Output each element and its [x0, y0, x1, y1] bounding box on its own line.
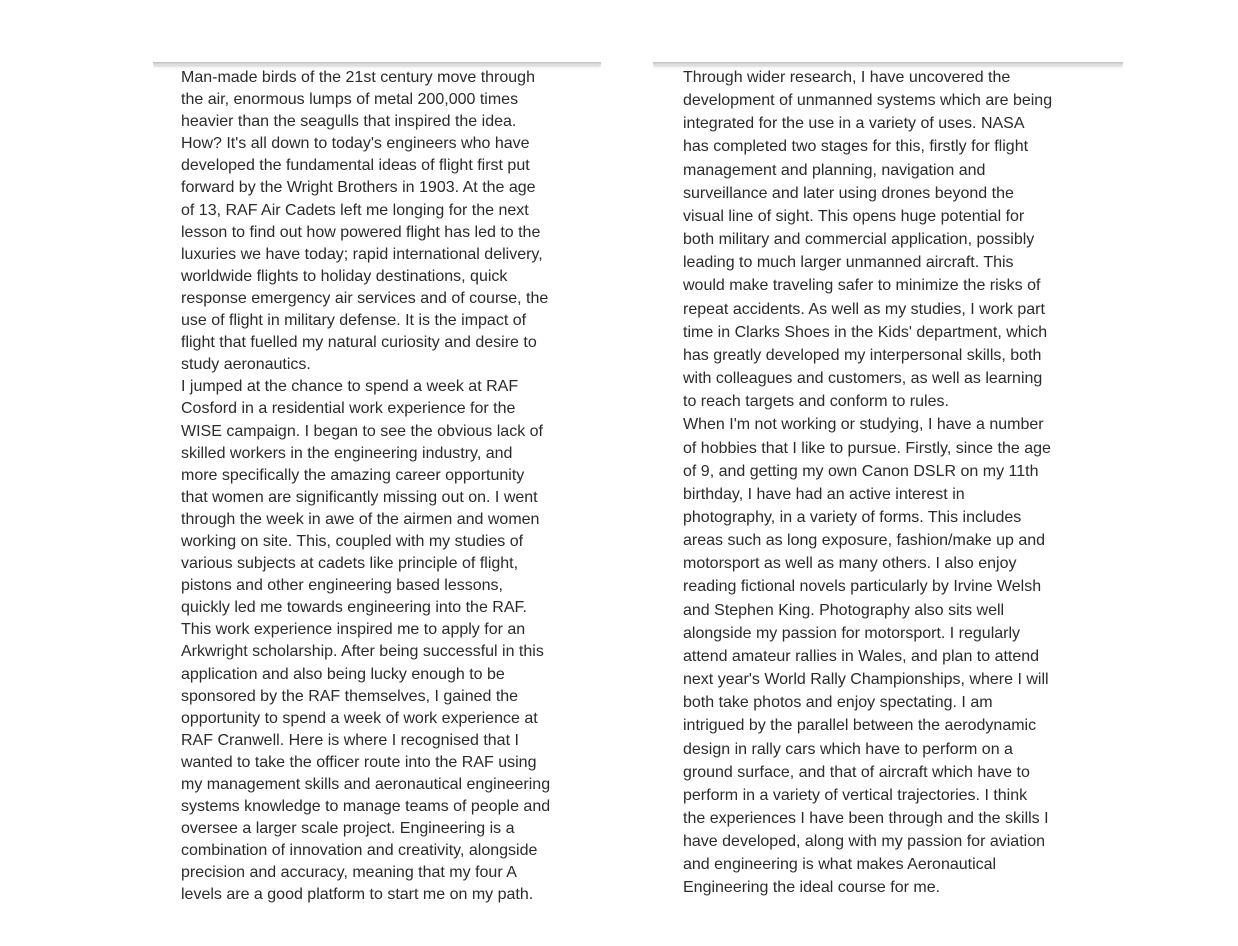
right-text-line: management and planning, navigation and	[683, 161, 986, 179]
right-text-line: leading to much larger unmanned aircraft. This	[683, 254, 1014, 272]
left-text-line: opportunity to spend a week of work experience at	[181, 709, 538, 727]
right-text-line: photography, in a variety of forms. This includes	[683, 508, 1022, 526]
right-text-line: design in rally cars which have to perform on a	[683, 740, 1013, 758]
left-text-lines	[181, 67, 550, 907]
left-text-line: various subjects at cadets like principle of flight,	[181, 555, 519, 573]
right-text-line: to reach targets and conform to rules.	[683, 393, 949, 411]
right-text-line: surveillance and later using drones beyond the	[683, 184, 1014, 202]
left-text-line: heavier than the seagulls that inspired the idea.	[181, 113, 517, 131]
left-text-line: oversee a larger scale project. Engineering is a	[181, 820, 515, 838]
right-text-line: When I'm not working or studying, I have a number	[683, 416, 1044, 434]
right-text-line: and Stephen King. Photography also sits well	[683, 601, 1005, 619]
right-text-line: perform in a variety of vertical trajectories. I think	[683, 786, 1028, 804]
right-text-line: areas such as long exposure, fashion/make up and	[683, 532, 1046, 550]
left-text-line: precision and accuracy, meaning that my four A	[181, 864, 517, 882]
left-text-line: wanted to take the officer route into the RAF using	[181, 753, 537, 771]
right-text-panel	[653, 62, 1123, 908]
left-text-panel	[153, 62, 601, 908]
left-text-line: levels are a good platform to start me on my path.	[181, 886, 534, 904]
right-text-line: have developed, along with my passion for aviation	[683, 833, 1045, 851]
left-text-line: developed the fundamental ideas of flight first put	[181, 157, 530, 175]
right-text-line: repeat accidents. As well as my studies, I work part	[683, 300, 1045, 318]
left-text-line: that women are significantly missing out on. I went	[181, 488, 538, 506]
right-text-line: both military and commercial application, possibly	[683, 231, 1035, 249]
left-text-line: How? It's all down to today's engineers who have	[181, 135, 530, 153]
right-text-line: ground surface, and that of aircraft which have to	[683, 763, 1030, 781]
left-text-line: through the week in awe of the airmen and women	[181, 510, 540, 528]
right-text-line: motorsport as well as many others. I also enjoy	[683, 555, 1017, 573]
left-text-line: use of flight in military defense. It is the impact of	[181, 312, 527, 330]
right-text-line: birthday, I have had an active interest in	[683, 485, 965, 503]
left-text-line: systems knowledge to manage teams of people and	[181, 798, 551, 816]
left-text-line: lesson to find out how powered flight has led to the	[181, 223, 541, 241]
left-text-line: This work experience inspired me to apply for an	[181, 621, 526, 639]
left-text-line: my management skills and aeronautical engineering	[181, 776, 551, 793]
left-text-line: quickly led me towards engineering into the RAF.	[181, 599, 527, 617]
right-text-line: would make traveling safer to minimize the risks of	[683, 277, 1041, 295]
right-text-line: both take photos and enjoy spectating. I am	[683, 694, 993, 712]
right-text-line: development of unmanned systems which are being	[683, 92, 1053, 110]
right-text-lines	[683, 66, 1052, 900]
right-text-line: with colleagues and customers, as well as learning	[683, 370, 1043, 388]
right-text-line: has completed two stages for this, firstly for flight	[683, 138, 1029, 156]
right-text-line: of hobbies that I like to pursue. Firstly, since the age	[683, 439, 1051, 457]
right-text-line: of 9, and getting my own Canon DSLR on my 11th	[683, 462, 1039, 480]
right-text-line: alongside my passion for motorsport. I regularly	[683, 624, 1021, 642]
left-text-line: Cosford in a residential work experience for the	[181, 400, 516, 418]
left-text-line: study aeronautics.	[181, 356, 311, 374]
right-text-line: attend amateur rallies in Wales, and plan to attend	[683, 647, 1040, 665]
left-text-line: the air, enormous lumps of metal 200,000 times	[181, 91, 519, 109]
right-text-line: visual line of sight. This opens huge potential for	[683, 207, 1025, 225]
left-text-line: response emergency air services and of course, the	[181, 289, 549, 307]
left-text-line: forward by the Wright Brothers in 1903. At the age	[181, 179, 536, 197]
left-text-line: of 13, RAF Air Cadets left me longing for the next	[181, 201, 529, 219]
left-text-line: sponsored by the RAF themselves, I gained the	[181, 687, 519, 705]
left-text-line: Arkwright scholarship. After being successful in this	[181, 643, 544, 661]
left-text-line: worldwide flights to holiday destinations, quick	[181, 267, 508, 285]
right-text-line: next year's World Rally Championships, where I will	[683, 671, 1049, 689]
right-text-line: Through wider research, I have uncovered the	[683, 69, 1011, 86]
left-text-line: application and also being lucky enough to be	[181, 665, 505, 683]
left-text-line: working on site. This, coupled with my studies of	[181, 532, 524, 550]
right-text-line: reading fictional novels particularly by Irvine Welsh	[683, 578, 1042, 596]
left-text-line: skilled workers in the engineering industry, and	[181, 444, 513, 462]
right-text-line: Engineering the ideal course for me.	[683, 879, 941, 897]
right-text-line: time in Clarks Shoes in the Kids' department, which	[683, 323, 1048, 341]
left-text-line: flight that fuelled my natural curiosity and desire to	[181, 334, 537, 352]
left-text-line: Man-made birds of the 21st century move through	[181, 69, 535, 86]
right-text-line: integrated for the use in a variety of uses. NASA	[683, 115, 1025, 133]
left-text-line: luxuries we have today; rapid international delivery,	[181, 245, 543, 263]
left-text-line: WISE campaign. I began to see the obvious lack of	[181, 422, 543, 440]
right-text-line: and engineering is what makes Aeronautical	[683, 856, 997, 874]
right-text-line: has greatly developed my interpersonal skills, both	[683, 346, 1042, 364]
right-text-line: the experiences I have been through and the skills I	[683, 810, 1049, 827]
right-text-line: intrigued by the parallel between the aerodynamic	[683, 717, 1037, 735]
left-text-line: combination of innovation and creativity, alongside	[181, 842, 538, 860]
left-text-line: I jumped at the chance to spend a week at RAF	[181, 378, 519, 396]
left-text-line: pistons and other engineering based lessons,	[181, 577, 503, 595]
left-text-line: RAF Cranwell. Here is where I recognised that I	[181, 731, 519, 749]
left-text-line: more specifically the amazing career opportunity	[181, 466, 525, 484]
